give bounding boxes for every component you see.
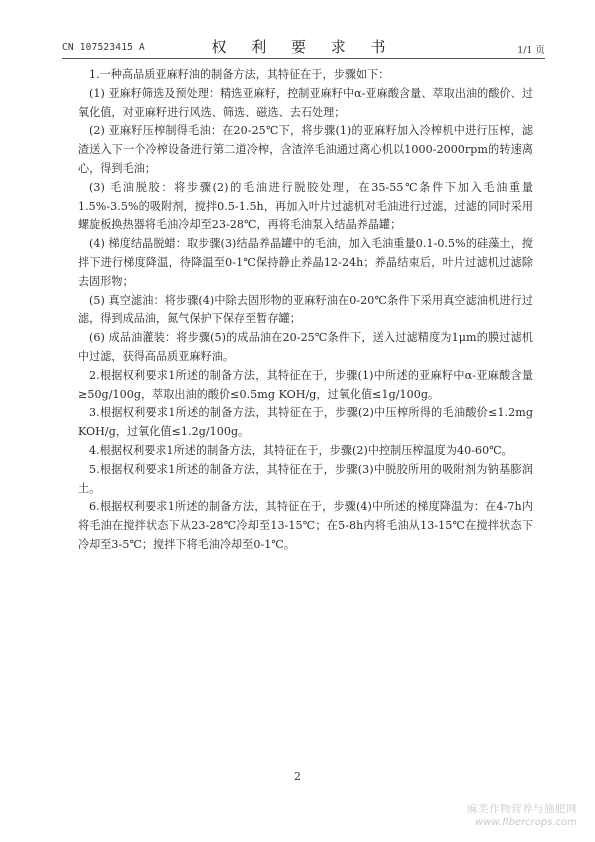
claim-1-step-3: (3) 毛油脱胶：将步骤(2)的毛油进行脱胶处理，在35-55℃条件下加入毛油重量1.5%-3.5%的吸附剂，搅拌0.5-1.5h，再加入叶片过滤机对毛油进行过滤，过滤的同时采用螺旋板换热器将毛油冷却至23-28℃，再将毛油泵入结晶养晶罐；: [78, 180, 533, 232]
claim-6: 6.根据权利要求1所述的制备方法，其特征在于，步骤(4)中所述的梯度降温为：在4-7h内将毛油在搅拌状态下从23-28℃冷却至13-15℃；在5-8h内将毛油从13-15℃在搅拌状态下冷却至3-5℃；搅拌下将毛油冷却至0-1℃。: [78, 500, 533, 551]
watermark: [467, 802, 577, 830]
watermark-site-name: 麻类作物营养与施肥网: [467, 803, 577, 815]
claim-3: 3.根据权利要求1所述的制备方法，其特征在于，步骤(2)中压榨所得的毛油酸价≤1.2mg KOH/g，过氧化值≤1.2g/100g。: [78, 406, 533, 439]
page-header: [62, 36, 545, 58]
claims-body: [78, 66, 533, 555]
claim-1-step-6: (6) 成品油灌装：将步骤(5)的成品油在20-25℃条件下，送入过滤精度为1μm的膜过滤机中过滤，获得高品质亚麻籽油。: [78, 331, 533, 363]
claim-1-step-1: (1) 亚麻籽筛选及预处理：精选亚麻籽，控制亚麻籽中α-亚麻酸含量、萃取出油的酸价、过氧化值，对亚麻籽进行风选、筛选、磁选、去石处理；: [78, 86, 533, 119]
claim-5: 5.根据权利要求1所述的制备方法，其特征在于，步骤(3)中脱胶所用的吸附剂为钠基膨润土。: [78, 462, 533, 495]
header-divider: [62, 58, 545, 59]
claim-1-step-2: (2) 亚麻籽压榨制得毛油：在20-25℃下，将步骤(1)的亚麻籽加入冷榨机中进行压榨，滤渣送入下一个冷榨设备进行第二道冷榨，含渣淬毛油通过离心机以1000-2000rpm的转速离心，得到毛油；: [78, 124, 533, 175]
claim-1-step-4: (4) 梯度结晶脱蜡：取步骤(3)结晶养晶罐中的毛油，加入毛油重量0.1-0.5%的硅藻土，搅拌下进行梯度降温，待降温至0-1℃保持静止养晶12-24h；养晶结束后，叶片过滤机过滤除去固形物；: [78, 237, 533, 288]
claim-1-step-5: (5) 真空滤油：将步骤(4)中除去固形物的亚麻籽油在0-20℃条件下采用真空滤油机进行过滤，得到成品油，氮气保护下保存至暂存罐；: [78, 293, 533, 326]
document-number: CN 107523415 A: [62, 42, 145, 53]
claim-4: 4.根据权利要求1所述的制备方法，其特征在于，步骤(2)中控制压榨温度为40-60℃。: [89, 443, 513, 457]
document-title: 权 利 要 求 书: [211, 38, 396, 56]
claim-1-intro: 1.一种高品质亚麻籽油的制备方法，其特征在于，步骤如下：: [89, 68, 390, 81]
page-number: 2: [294, 770, 301, 783]
page-count: 1/1 页: [517, 45, 545, 56]
claim-2: 2.根据权利要求1所述的制备方法，其特征在于，步骤(1)中所述的亚麻籽中α-亚麻酸含量≥50g/100g，萃取出油的酸价≤0.5mg KOH/g，过氧化值≤1g/100g。: [78, 368, 533, 401]
watermark-url: www.fibercrops.com: [475, 817, 577, 828]
